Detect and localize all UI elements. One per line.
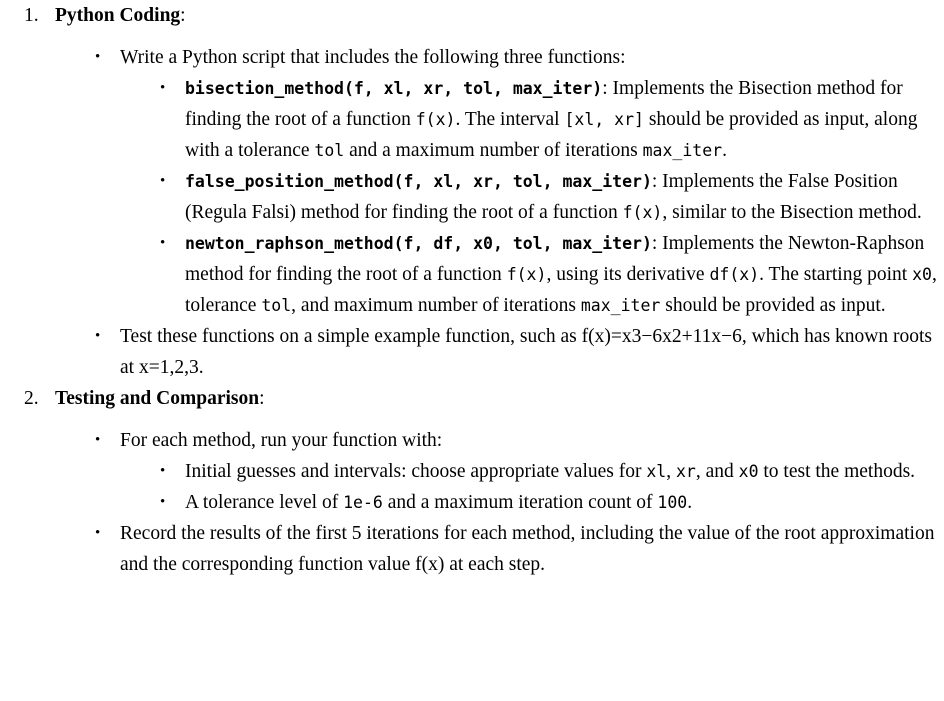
function-desc-text: should be provided as input, along with a tolerance (185, 109, 918, 161)
bullet-icon: • (160, 80, 166, 96)
function-signature-bisection: bisection_method(f, xl, xr, tol, max_iter) (185, 79, 603, 98)
function-list (0, 73, 944, 321)
bullet-icon: • (160, 235, 166, 251)
code-span: xl (646, 462, 667, 481)
list-item (0, 166, 944, 228)
code-span: f(x) (506, 265, 547, 284)
function-desc-text: . The starting point (759, 264, 913, 285)
function-desc-text: should be provided as input. (660, 295, 886, 316)
list-item-text: Test these functions on a simple example function, such as f(x)=x3−6x2+11x−6, which has known roots at x=1,2,3. (120, 326, 933, 378)
function-desc-text: . The interval (455, 109, 565, 130)
function-desc-text: : Implements the Bisection method for finding the root of a function (185, 78, 903, 130)
function-desc-text: , similar to the Bisection method. (662, 202, 922, 223)
section-2-bullets (0, 425, 944, 580)
list-item (0, 73, 944, 166)
function-desc-text: . (722, 140, 727, 161)
list-item-text: and a maximum iteration count of (382, 492, 658, 513)
function-desc-text: , tolerance (185, 264, 937, 316)
section-2 (0, 383, 944, 414)
section-1-number: 1. (24, 5, 39, 26)
function-desc-text: : Implements the Newton-Raphson method for finding the root of a function (185, 233, 925, 285)
list-item (0, 42, 944, 321)
section-1-heading: Python Coding (55, 5, 181, 26)
function-desc-text: : Implements the False Position (Regula Falsi) method for finding the root of a function (185, 171, 898, 223)
list-item (0, 518, 944, 580)
list-item-text: , (666, 461, 676, 482)
code-span: f(x) (622, 203, 663, 222)
spacer (0, 414, 944, 425)
bullet-icon: • (95, 328, 101, 344)
code-span: df(x) (709, 265, 760, 284)
bullet-icon: • (95, 49, 101, 65)
list-item-text: , and (695, 461, 739, 482)
bullet-icon: • (160, 494, 166, 510)
code-span: f(x) (415, 110, 456, 129)
bullet-icon: • (160, 463, 166, 479)
list-item-text: to test the methods. (758, 461, 916, 482)
code-span: max_iter (642, 141, 723, 160)
list-item (0, 456, 944, 487)
testing-parameters-list (0, 456, 944, 518)
function-desc-text: , and maximum number of iterations (291, 295, 581, 316)
code-span: xr (675, 462, 696, 481)
list-item (0, 487, 944, 518)
section-1-bullets (0, 42, 944, 383)
list-item (0, 321, 944, 383)
list-item-text: A tolerance level of (185, 492, 344, 513)
list-item-text: For each method, run your function with: (120, 430, 443, 451)
function-signature-newton-raphson: newton_raphson_method(f, df, x0, tol, max_iter) (185, 234, 652, 253)
list-item-text: Record the results of the first 5 iterations for each method, including the value of the root approximation and the corresponding function value f(x) at each step. (120, 523, 935, 575)
code-span: tol (261, 296, 292, 315)
bullet-icon: • (95, 525, 101, 541)
code-span: max_iter (580, 296, 661, 315)
code-span: x0 (912, 265, 932, 284)
section-2-number: 2. (24, 388, 39, 409)
function-signature-false-position: false_position_method(f, xl, xr, tol, max_iter) (185, 172, 652, 191)
list-item-text: . (687, 492, 693, 513)
bullet-icon: • (95, 432, 101, 448)
code-span: 1e-6 (343, 493, 383, 512)
list-item (0, 228, 944, 321)
spacer (0, 31, 944, 42)
section-1-heading-colon: : (180, 5, 186, 26)
code-span: 100 (657, 493, 688, 512)
function-desc-text: and a maximum number of iterations (344, 140, 643, 161)
code-span: tol (314, 141, 345, 160)
function-desc-text: , using its derivative (546, 264, 710, 285)
section-1 (0, 0, 944, 31)
section-2-heading: Testing and Comparison (55, 388, 260, 409)
code-span: x0 (738, 462, 759, 481)
list-item (0, 425, 944, 518)
section-2-heading-colon: : (259, 388, 265, 409)
list-item-text: Write a Python script that includes the following three functions: (120, 47, 626, 68)
code-span: [xl, xr] (564, 110, 644, 129)
bullet-icon: • (160, 173, 166, 189)
list-item-text: Initial guesses and intervals: choose appropriate values for (185, 461, 647, 482)
